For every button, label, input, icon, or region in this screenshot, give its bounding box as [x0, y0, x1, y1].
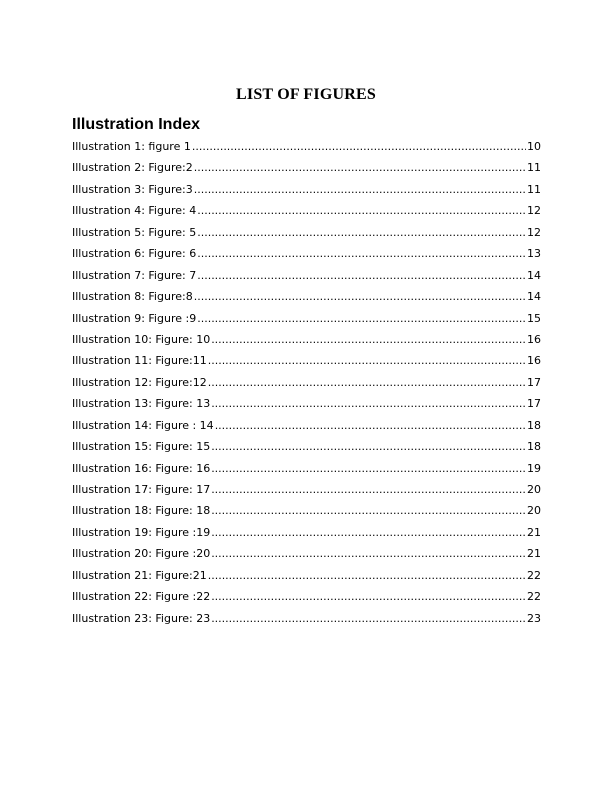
toc-entry-label: Illustration 10: Figure: 10 [72, 332, 211, 346]
toc-entry-label: Illustration 1: figure 1 [72, 140, 191, 153]
toc-entry-page-number: 14 [527, 290, 541, 304]
dot-leader [211, 586, 526, 607]
dot-leader [197, 200, 526, 221]
toc-entry-page-number: 21 [527, 525, 541, 539]
toc-entry-label: Illustration 13: Figure: 13 [72, 397, 211, 411]
toc-entry-illustration-20[interactable] [72, 543, 541, 564]
index-heading: Illustration Index [72, 116, 201, 133]
toc-entry-illustration-12[interactable] [72, 372, 541, 393]
toc-entry-illustration-13[interactable] [72, 393, 541, 414]
toc-entry-page-number: 20 [527, 483, 541, 496]
toc-entry-label: Illustration 12: Figure:12 [72, 375, 207, 389]
toc-entry-page-number: 16 [527, 332, 541, 346]
dot-leader [211, 329, 526, 350]
dot-leader [215, 415, 526, 436]
toc-entry-label: Illustration 2: Figure:2 [72, 161, 193, 175]
toc-entry-label: Illustration 21: Figure:21 [72, 568, 207, 582]
toc-entry-illustration-1[interactable] [72, 136, 541, 157]
toc-entry-label: Illustration 15: Figure: 15 [72, 440, 211, 454]
toc-entry-label: Illustration 22: Figure :22 [72, 590, 211, 604]
dot-leader [211, 500, 526, 521]
dot-leader [211, 479, 526, 500]
toc-entry-label: Illustration 5: Figure: 5 [72, 225, 197, 239]
toc-entry-page-number: 22 [527, 568, 541, 582]
toc-entry-illustration-15[interactable] [72, 436, 541, 457]
dot-leader [197, 265, 526, 286]
toc-entry-page-number: 15 [527, 311, 541, 325]
toc-entry-label: Illustration 14: Figure : 14 [72, 418, 214, 432]
toc-entry-page-number: 23 [527, 611, 541, 625]
toc-entry-page-number: 20 [527, 504, 541, 518]
toc-entry-page-number: 11 [527, 161, 541, 175]
toc-entry-label: Illustration 11: Figure:11 [72, 354, 207, 368]
toc-entry-illustration-5[interactable] [72, 222, 541, 243]
toc-entry-label: Illustration 16: Figure: 16 [72, 461, 211, 475]
dot-leader [211, 436, 526, 457]
toc-entry-page-number: 11 [527, 182, 541, 196]
toc-entry-illustration-11[interactable] [72, 350, 541, 371]
toc-entry-illustration-4[interactable] [72, 200, 541, 221]
page-title: LIST OF FIGURES [236, 86, 376, 103]
toc-entry-illustration-9[interactable] [72, 308, 541, 329]
dot-leader [211, 608, 526, 629]
dot-leader [197, 222, 526, 243]
toc-entry-page-number: 13 [527, 247, 541, 261]
dot-leader [211, 522, 526, 543]
toc-entry-page-number: 14 [527, 268, 541, 282]
dot-leader [208, 565, 526, 586]
toc-entry-illustration-8[interactable] [72, 286, 541, 307]
toc-entry-label: Illustration 4: Figure: 4 [72, 204, 197, 218]
toc-entry-illustration-21[interactable] [72, 565, 541, 586]
toc-entry-page-number: 18 [527, 440, 541, 454]
toc-entry-label: Illustration 6: Figure: 6 [72, 247, 197, 261]
toc-entry-illustration-7[interactable] [72, 265, 541, 286]
dot-leader [211, 393, 526, 414]
dot-leader [211, 543, 526, 564]
toc-entry-illustration-2[interactable] [72, 157, 541, 178]
toc-entry-illustration-18[interactable] [72, 500, 541, 521]
toc-entry-label: Illustration 8: Figure:8 [72, 290, 193, 304]
toc-entry-illustration-22[interactable] [72, 586, 541, 607]
toc-entry-page-number: 10 [527, 140, 541, 153]
toc-entry-page-number: 19 [527, 461, 541, 475]
dot-leader [194, 157, 526, 178]
dot-leader [197, 308, 526, 329]
dot-leader [194, 179, 526, 200]
toc-entry-illustration-16[interactable] [72, 458, 541, 479]
toc-entry-illustration-3[interactable] [72, 179, 541, 200]
dot-leader [194, 286, 526, 307]
toc-entry-page-number: 21 [527, 547, 541, 561]
toc-entry-illustration-6[interactable] [72, 243, 541, 264]
toc-entry-page-number: 22 [527, 590, 541, 604]
toc-entry-label: Illustration 7: Figure: 7 [72, 268, 197, 282]
toc-entry-page-number: 12 [527, 225, 541, 239]
dot-leader [211, 458, 526, 479]
toc-entry-page-number: 12 [527, 204, 541, 218]
toc-entry-illustration-14[interactable] [72, 415, 541, 436]
toc-entry-label: Illustration 18: Figure: 18 [72, 504, 211, 518]
toc-entry-label: Illustration 3: Figure:3 [72, 182, 193, 196]
toc-entry-page-number: 16 [527, 354, 541, 368]
dot-leader [208, 372, 526, 393]
dot-leader [192, 136, 526, 157]
toc-entry-illustration-10[interactable] [72, 329, 541, 350]
illustration-index-list [72, 136, 541, 629]
dot-leader [197, 243, 526, 264]
toc-entry-label: Illustration 17: Figure: 17 [72, 483, 211, 496]
toc-entry-label: Illustration 9: Figure :9 [72, 311, 197, 325]
toc-entry-page-number: 18 [527, 418, 541, 432]
toc-entry-label: Illustration 20: Figure :20 [72, 547, 211, 561]
toc-entry-illustration-23[interactable] [72, 608, 541, 629]
toc-entry-label: Illustration 19: Figure :19 [72, 525, 211, 539]
toc-entry-illustration-19[interactable] [72, 522, 541, 543]
toc-entry-illustration-17[interactable] [72, 479, 541, 500]
toc-entry-page-number: 17 [527, 375, 541, 389]
toc-entry-page-number: 17 [527, 397, 541, 411]
toc-entry-label: Illustration 23: Figure: 23 [72, 611, 211, 625]
dot-leader [208, 350, 526, 371]
